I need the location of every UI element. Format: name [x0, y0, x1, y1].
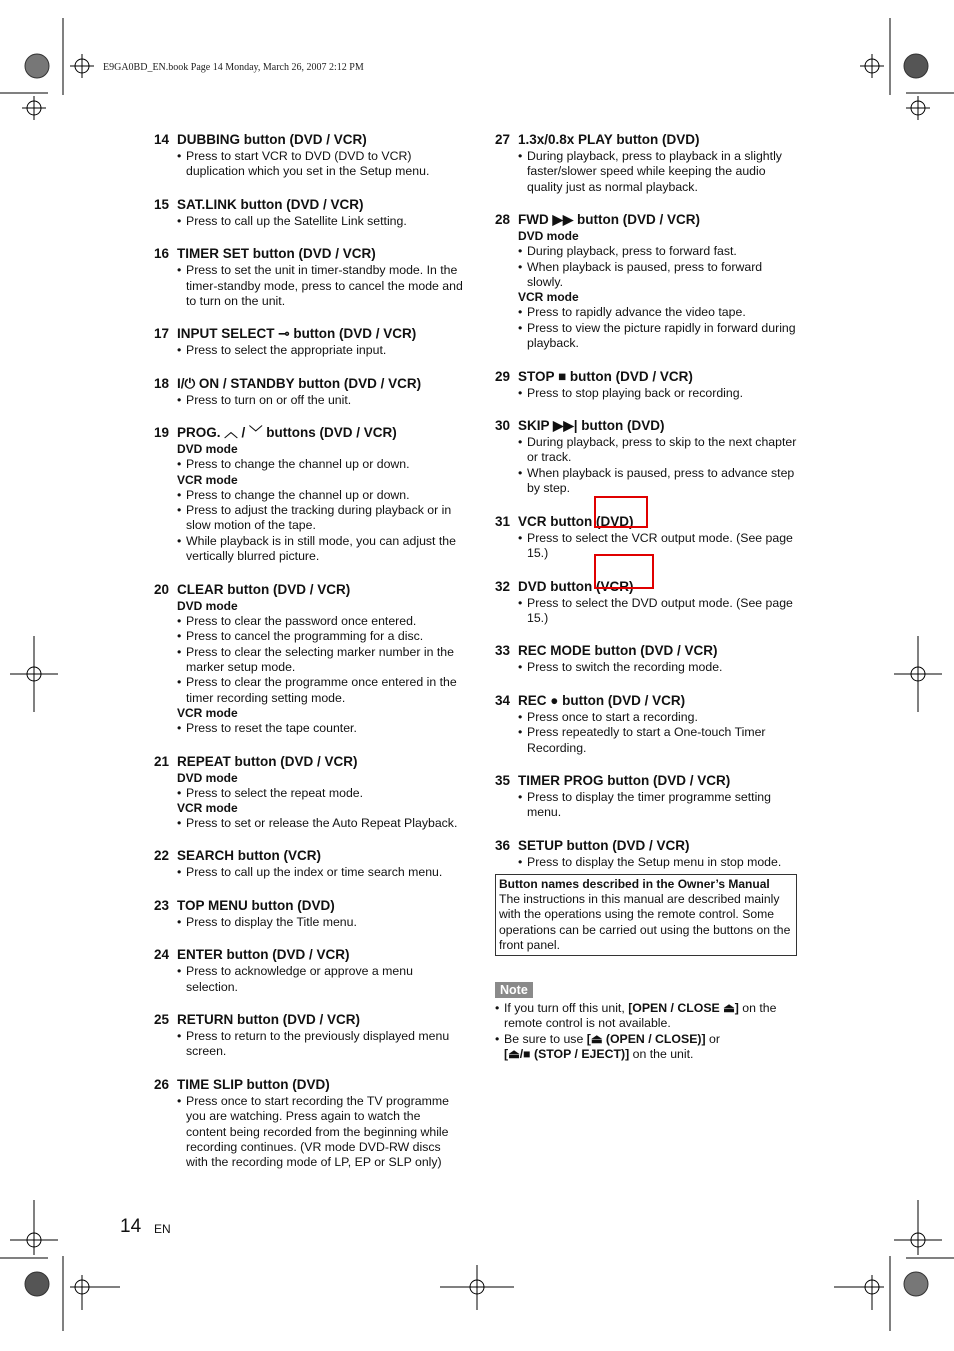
section-18	[154, 376, 464, 408]
section-title: DUBBING button (DVD / VCR)	[177, 132, 367, 147]
section-number: 19	[154, 425, 170, 441]
section-heading	[154, 1077, 464, 1093]
description-item: • When playback is paused, press to forward slowly.	[518, 260, 800, 291]
description-item: • Press to clear the selecting marker number in the marker setup mode.	[177, 645, 464, 676]
section-number: 30	[495, 418, 511, 434]
section-heading	[154, 1012, 464, 1028]
description-item: • Press to display the Title menu.	[177, 915, 464, 930]
mode-label: VCR mode	[177, 472, 238, 487]
section-14	[154, 132, 464, 180]
section-heading	[154, 898, 464, 914]
description-item: • During playback, press to forward fast.	[518, 244, 800, 259]
info-box-title: Button names described in the Owner’s Manual	[499, 877, 770, 891]
section-heading	[495, 838, 800, 854]
section-36	[495, 838, 800, 870]
info-box	[495, 874, 797, 956]
description-item: • Press to rapidly advance the video tape.	[518, 305, 800, 320]
description-item: • Press to select the appropriate input.	[177, 343, 464, 358]
section-number: 31	[495, 513, 511, 529]
section-heading	[495, 643, 800, 659]
section-26	[154, 1077, 464, 1171]
section-number: 15	[154, 196, 170, 212]
section-number: 34	[495, 692, 511, 708]
section-number: 25	[154, 1011, 170, 1027]
section-title: FWD ▶▶ button (DVD / VCR)	[518, 212, 700, 228]
section-19	[154, 425, 464, 564]
section-title: REC MODE button (DVD / VCR)	[518, 643, 718, 659]
section-title: TIMER SET button (DVD / VCR)	[177, 246, 376, 262]
section-number: 18	[154, 375, 170, 391]
section-title: STOP ■ button (DVD / VCR)	[518, 368, 693, 384]
section-34	[495, 693, 800, 756]
page-language: EN	[154, 1222, 171, 1236]
section-number: 32	[495, 578, 511, 594]
description-item: • Press to display the Setup menu in stop mode.	[518, 855, 800, 870]
section-heading	[495, 132, 800, 148]
description-item: • Press to set the unit in timer-standby mode. In the timer-standby mode, press to cancel the mode and to turn on the unit.	[177, 263, 464, 309]
section-17	[154, 326, 464, 358]
section-15	[154, 197, 464, 229]
section-number: 35	[495, 772, 511, 788]
description-item: • Press to change the channel up or down.	[177, 488, 464, 503]
description-item: • Press to return to the previously displayed menu screen.	[177, 1029, 464, 1060]
description-item: • Press to clear the password once entered.	[177, 614, 464, 629]
section-title: VCR button (DVD)	[518, 513, 634, 529]
description-item: • During playback, press to skip to the next chapter or track.	[518, 435, 800, 466]
section-number: 16	[154, 246, 170, 262]
section-number: 14	[154, 132, 170, 147]
description-item: • Press to turn on or off the unit.	[177, 393, 464, 408]
section-title: CLEAR button (DVD / VCR)	[177, 581, 351, 597]
section-number: 17	[154, 326, 170, 342]
section-25	[154, 1012, 464, 1060]
description-item: • Press to clear the programme once entered in the timer recording setting mode.	[177, 675, 464, 706]
mode-label: DVD mode	[518, 229, 579, 244]
section-heading	[154, 246, 464, 262]
section-heading	[154, 425, 464, 441]
section-heading	[154, 582, 464, 598]
section-heading	[495, 212, 800, 228]
description-item: • Press to switch the recording mode.	[518, 660, 800, 675]
mode-label: VCR mode	[177, 706, 238, 721]
description-item: • Press to change the channel up or down.	[177, 457, 464, 472]
section-23	[154, 898, 464, 930]
description-item: • Press to start VCR to DVD (DVD to VCR) duplication which you set in the Setup menu.	[177, 149, 464, 180]
section-number: 22	[154, 848, 170, 864]
description-item: • Press once to start recording the TV programme you are watching. Press again to watch the content being recorded from the beginning while recording continues. (VR mode DVD-RW discs with the recording mode of LP, EP or SLP only)	[177, 1094, 464, 1171]
section-number: 28	[495, 212, 511, 228]
description-item: • Press to acknowledge or approve a menu selection.	[177, 964, 464, 995]
description-item: • Press repeatedly to start a One-touch Timer Recording.	[518, 725, 800, 756]
description-item: • While playback is in still mode, you can adjust the vertically blurred picture.	[177, 534, 464, 565]
section-heading	[154, 947, 464, 963]
description-item: • Press to select the VCR output mode. (See page 15.)	[518, 531, 800, 562]
mode-label: VCR mode	[177, 800, 238, 815]
note-label: Note	[495, 982, 533, 998]
section-title: 1.3x/0.8x PLAY button (DVD)	[518, 132, 700, 147]
section-heading	[154, 754, 464, 770]
description-item: • Press to set or release the Auto Repeat Playback.	[177, 816, 464, 831]
description-item: • Press to stop playing back or recording.	[518, 386, 800, 401]
description-item: • Press to reset the tape counter.	[177, 721, 464, 736]
section-title: SETUP button (DVD / VCR)	[518, 837, 690, 853]
section-heading	[495, 418, 800, 434]
section-number: 24	[154, 947, 170, 963]
description-item: • Press once to start a recording.	[518, 710, 800, 725]
note-item: • If you turn off this unit, [OPEN / CLOSE ⏏] on the remote control is not available.	[495, 1001, 800, 1032]
section-number: 23	[154, 897, 170, 913]
section-heading	[154, 132, 464, 148]
section-number: 29	[495, 368, 511, 384]
section-number: 27	[495, 132, 511, 147]
section-21	[154, 754, 464, 832]
description-item: • When playback is paused, press to advance step by step.	[518, 466, 800, 497]
section-title: TIMER PROG button (DVD / VCR)	[518, 772, 731, 788]
section-heading	[495, 369, 800, 385]
note-item: • Be sure to use [⏏ (OPEN / CLOSE)] or [⏏/■ (STOP / EJECT)] on the unit.	[495, 1032, 800, 1063]
section-title: PROG. ︿ / ﹀ buttons (DVD / VCR)	[177, 425, 397, 441]
section-heading	[154, 326, 464, 342]
section-title: SAT.LINK button (DVD / VCR)	[177, 196, 364, 212]
left-column	[154, 132, 464, 1188]
description-item: • Press to display the timer programme setting menu.	[518, 790, 800, 821]
section-title: REC ● button (DVD / VCR)	[518, 692, 686, 708]
description-item: • Press to call up the Satellite Link setting.	[177, 214, 464, 229]
description-item: • Press to select the DVD output mode. (See page 15.)	[518, 596, 800, 627]
section-heading	[154, 848, 464, 864]
section-number: 21	[154, 753, 170, 769]
section-heading	[495, 693, 800, 709]
section-28	[495, 212, 800, 351]
section-title: TIME SLIP button (DVD)	[177, 1076, 330, 1092]
section-27	[495, 132, 800, 195]
description-item: • Press to call up the index or time search menu.	[177, 865, 464, 880]
section-title: INPUT SELECT ⊸ button (DVD / VCR)	[177, 326, 417, 342]
section-number: 33	[495, 643, 511, 659]
book-header: E9GA0BD_EN.book Page 14 Monday, March 26, 2007 2:12 PM	[103, 62, 364, 73]
section-heading	[154, 376, 464, 392]
section-title: DVD button (VCR)	[518, 578, 634, 594]
section-title: ENTER button (DVD / VCR)	[177, 947, 350, 963]
mode-label: DVD mode	[177, 770, 238, 785]
section-title: I/⏻ ON / STANDBY button (DVD / VCR)	[177, 375, 422, 391]
info-box-body: The instructions in this manual are described mainly with the operations using the remote control. Some operations can be carried out using the buttons on the front panel.	[499, 892, 791, 952]
section-30	[495, 418, 800, 497]
mode-label: DVD mode	[177, 598, 238, 613]
description-item: • Press to select the repeat mode.	[177, 786, 464, 801]
section-title: REPEAT button (DVD / VCR)	[177, 753, 358, 769]
section-number: 36	[495, 837, 511, 853]
description-item: • During playback, press to playback in a slightly faster/slower speed while keeping the audio quality just as normal playback.	[518, 149, 800, 195]
section-title: SKIP ▶▶| button (DVD)	[518, 418, 665, 434]
section-heading	[154, 197, 464, 213]
mode-label: VCR mode	[518, 290, 579, 305]
description-item: • Press to cancel the programming for a disc.	[177, 629, 464, 644]
section-number: 20	[154, 581, 170, 597]
description-item: • Press to adjust the tracking during playback or in slow motion of the tape.	[177, 503, 464, 534]
section-33	[495, 643, 800, 675]
section-16	[154, 246, 464, 309]
section-title: RETURN button (DVD / VCR)	[177, 1011, 360, 1027]
section-29	[495, 369, 800, 401]
description-item: • Press to view the picture rapidly in forward during playback.	[518, 321, 800, 352]
section-24	[154, 947, 464, 995]
section-title: SEARCH button (VCR)	[177, 848, 321, 864]
highlight-box-vcr	[594, 554, 654, 589]
page-number: 14	[120, 1216, 142, 1237]
mode-label: DVD mode	[177, 442, 238, 457]
section-20	[154, 582, 464, 737]
section-number: 26	[154, 1076, 170, 1092]
section-title: TOP MENU button (DVD)	[177, 897, 335, 913]
section-22	[154, 848, 464, 880]
section-heading	[495, 773, 800, 789]
highlight-box-dvd	[594, 496, 648, 528]
section-35	[495, 773, 800, 821]
note-list	[495, 1001, 800, 1063]
